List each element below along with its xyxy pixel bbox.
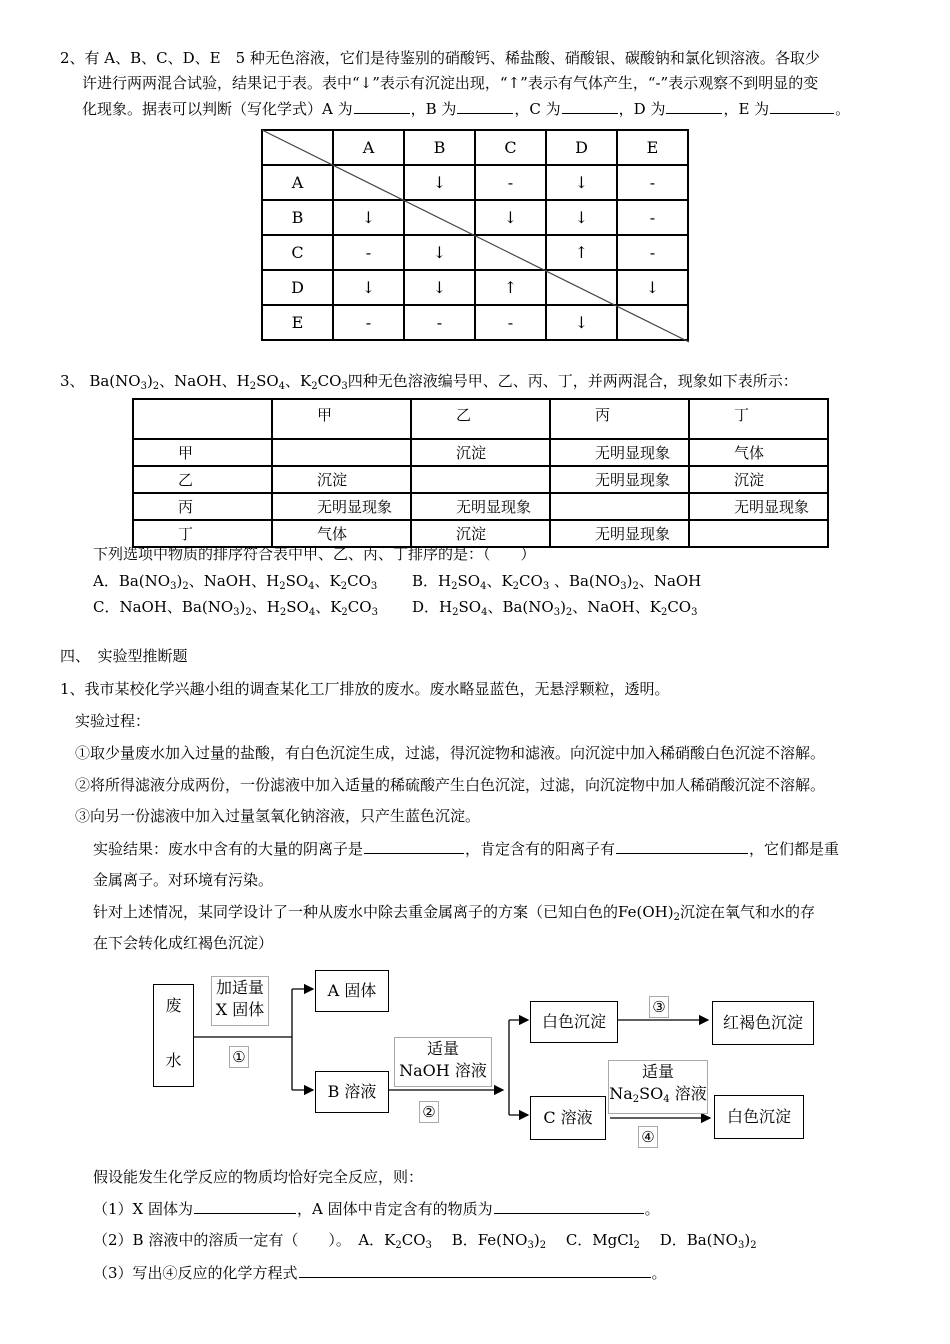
anion-blank[interactable] bbox=[364, 838, 464, 854]
table-cell: ↓ bbox=[546, 165, 617, 200]
white-precipitate-box-2: 白色沉淀 bbox=[714, 1095, 804, 1139]
answer-blank-e[interactable] bbox=[770, 98, 834, 114]
add-x-label: 加适量 X 固体 bbox=[211, 976, 269, 1026]
q2-line1: 2、有 A、B、C、D、E 5 种无色溶液，它们是待鉴别的硝酸钙、稀盐酸、硝酸银、碳酸钠和氯化钡溶液。各取少 bbox=[60, 49, 820, 67]
plan-line: 针对上述情况，某同学设计了一种从废水中除去重金属离子的方案（已知白色的$Fe(OH)_2$沉淀在氧气和水的存 bbox=[93, 903, 815, 923]
header-cell: C bbox=[475, 130, 546, 165]
table-cell: ↑ bbox=[546, 235, 617, 270]
section-title: 四、 实验型推断题 bbox=[60, 647, 188, 665]
header-cell: D bbox=[546, 130, 617, 165]
cation-blank[interactable] bbox=[616, 838, 748, 854]
s4-q1-line: 1、我市某校化学兴趣小组的调查某化工厂排放的废水。废水略显蓝色，无悬浮颗粒，透明。 bbox=[60, 680, 670, 698]
header-cell: 乙 bbox=[411, 399, 550, 439]
table-row bbox=[133, 520, 828, 547]
row-label: 丁 bbox=[133, 520, 272, 547]
step-num-1: ① bbox=[229, 1046, 249, 1068]
answer-blank-c[interactable] bbox=[562, 98, 618, 114]
table-cell: ↓ bbox=[617, 270, 688, 305]
table-cell: - bbox=[475, 165, 546, 200]
row-label: D bbox=[262, 270, 333, 305]
a-solid-blank[interactable] bbox=[494, 1198, 644, 1214]
row-label: C bbox=[262, 235, 333, 270]
answer-blank-b[interactable] bbox=[457, 98, 513, 114]
waste-water-box: 废 水 bbox=[153, 984, 194, 1087]
header-cell: E bbox=[617, 130, 688, 165]
corner-cell bbox=[133, 399, 272, 439]
table-cell bbox=[550, 493, 689, 520]
result-line: 实验结果：废水中含有的大量的阴离子是 ，肯定含有的阳离子有 ，它们都是重 bbox=[93, 840, 840, 858]
na2so4-label: 适量 $Na_2SO_4$ 溶液 bbox=[608, 1060, 708, 1114]
table-cell: - bbox=[333, 235, 404, 270]
table-cell: 沉淀 bbox=[411, 439, 550, 466]
q2-line3: 化现象。据表可以判断（写化学式）A 为 ，B 为 ，C 为 ，D 为 ，E 为 。 bbox=[82, 100, 851, 118]
table-cell: 无明显现象 bbox=[550, 520, 689, 547]
table-cell bbox=[411, 466, 550, 493]
assume-line: 假设能发生化学反应的物质均恰好完全反应，则： bbox=[93, 1168, 424, 1186]
red-brown-precipitate-box: 红褐色沉淀 bbox=[712, 1001, 814, 1045]
step-num-3: ③ bbox=[649, 996, 669, 1018]
table-cell: 无明显现象 bbox=[550, 439, 689, 466]
table-cell: 无明显现象 bbox=[689, 493, 828, 520]
step-num-4: ④ bbox=[638, 1126, 658, 1148]
table-cell: ↓ bbox=[404, 235, 475, 270]
table-cell: 气体 bbox=[272, 520, 411, 547]
table-cell: ↑ bbox=[475, 270, 546, 305]
table-cell: 无明显现象 bbox=[272, 493, 411, 520]
table-cell: 无明显现象 bbox=[550, 466, 689, 493]
header-cell: 丙 bbox=[550, 399, 689, 439]
option-a[interactable]: A．$Ba(NO_3)_2$、NaOH、$H_2SO_4$、$K_2CO_3$ bbox=[93, 572, 378, 592]
row-label: B bbox=[262, 200, 333, 235]
row-label: A bbox=[262, 165, 333, 200]
step-num-2: ② bbox=[419, 1101, 439, 1123]
b-solution-box: B 溶液 bbox=[315, 1071, 389, 1113]
table-row bbox=[133, 466, 828, 493]
q3-intro: 3、 $Ba(NO_3)_2$、NaOH、$H_2SO_4$、$K_2CO_3$四种无色溶液编号甲、乙、丙、丁，并两两混合，现象如下表所示： bbox=[60, 372, 798, 392]
table-cell: 气体 bbox=[689, 439, 828, 466]
option-c[interactable]: C．NaOH、$Ba(NO_3)_2$、$H_2SO_4$、$K_2CO_3$ bbox=[93, 598, 378, 618]
table-cell bbox=[272, 439, 411, 466]
table-row bbox=[133, 493, 828, 520]
header-cell: A bbox=[333, 130, 404, 165]
table-cell: 沉淀 bbox=[411, 520, 550, 547]
sub-question-1: （1）X 固体为 ，A 固体中肯定含有的物质为 。 bbox=[93, 1200, 660, 1218]
table-cell: 无明显现象 bbox=[411, 493, 550, 520]
plan-line2: 在下会转化成红褐色沉淀） bbox=[93, 934, 274, 952]
q2-line2: 许进行两两混合试验，结果记于表。表中“↓”表示有沉淀出现，“↑”表示有气体产生，“-”表示观察不到明显的变 bbox=[82, 74, 819, 92]
option-d[interactable]: D．$H_2SO_4$、$Ba(NO_3)_2$、NaOH、$K_2CO_3$ bbox=[412, 598, 698, 618]
answer-blank-a[interactable] bbox=[354, 98, 410, 114]
step-3: ③向另一份滤液中加入过量氢氧化钠溶液，只产生蓝色沉淀。 bbox=[75, 807, 481, 825]
q3-question: 下列选项中物质的排序符合表中甲、乙、丙、丁排序的是：（ ） bbox=[93, 545, 536, 563]
table-cell: ↓ bbox=[546, 305, 617, 340]
row-label: E bbox=[262, 305, 333, 340]
q3-phenomena-table bbox=[132, 398, 829, 548]
result-line2: 金属离子。对环境有污染。 bbox=[93, 871, 274, 889]
header-cell: 丁 bbox=[689, 399, 828, 439]
option-b[interactable]: B．$H_2SO_4$、$K_2CO_3$ 、$Ba(NO_3)_2$、NaOH bbox=[412, 572, 702, 592]
table-cell: - bbox=[617, 200, 688, 235]
table-cell: 沉淀 bbox=[272, 466, 411, 493]
table-cell: ↓ bbox=[333, 200, 404, 235]
process-title: 实验过程： bbox=[75, 712, 151, 730]
table-cell: - bbox=[617, 165, 688, 200]
table-cell: ↓ bbox=[404, 270, 475, 305]
step-1: ①取少量废水加入过量的盐酸，有白色沉淀生成，过滤，得沉淀物和滤液。向沉淀中加入稀硝酸白色沉淀不溶解。 bbox=[75, 744, 826, 762]
answer-blank-d[interactable] bbox=[666, 98, 722, 114]
table-cell: ↓ bbox=[404, 165, 475, 200]
table-row bbox=[133, 439, 828, 466]
table-cell: 沉淀 bbox=[689, 466, 828, 493]
white-precipitate-box: 白色沉淀 bbox=[530, 1001, 618, 1043]
c-solution-box: C 溶液 bbox=[530, 1096, 606, 1140]
naoh-label: 适量 NaOH 溶液 bbox=[394, 1037, 492, 1087]
row-label: 甲 bbox=[133, 439, 272, 466]
table-cell: ↓ bbox=[333, 270, 404, 305]
header-cell: B bbox=[404, 130, 475, 165]
table-cell: ↓ bbox=[546, 200, 617, 235]
x-solid-blank[interactable] bbox=[194, 1198, 296, 1214]
table-cell bbox=[689, 520, 828, 547]
a-solid-box: A 固体 bbox=[315, 970, 389, 1012]
table-cell: ↓ bbox=[475, 200, 546, 235]
step-2: ②将所得滤液分成两份，一份滤液中加入适量的稀硫酸产生白色沉淀，过滤，向沉淀物中加人稀硝酸沉淀不溶解。 bbox=[75, 776, 826, 794]
sub-question-2: （2）B 溶液中的溶质一定有（ ）。 A．$K_2CO_3$ B．$Fe(NO_3)_2$ C．MgCl$_2$ D．$Ba(NO_3)_2$ bbox=[93, 1231, 757, 1251]
row-label: 丙 bbox=[133, 493, 272, 520]
table-cell: - bbox=[475, 305, 546, 340]
table-cell: - bbox=[404, 305, 475, 340]
table-cell: - bbox=[333, 305, 404, 340]
header-cell: 甲 bbox=[272, 399, 411, 439]
sub-question-3: （3）写出④反应的化学方程式 。 bbox=[93, 1264, 667, 1282]
table-header-row bbox=[133, 399, 828, 439]
diagonal-line bbox=[261, 129, 691, 344]
equation-blank[interactable] bbox=[299, 1262, 651, 1278]
row-label: 乙 bbox=[133, 466, 272, 493]
table-cell: - bbox=[617, 235, 688, 270]
